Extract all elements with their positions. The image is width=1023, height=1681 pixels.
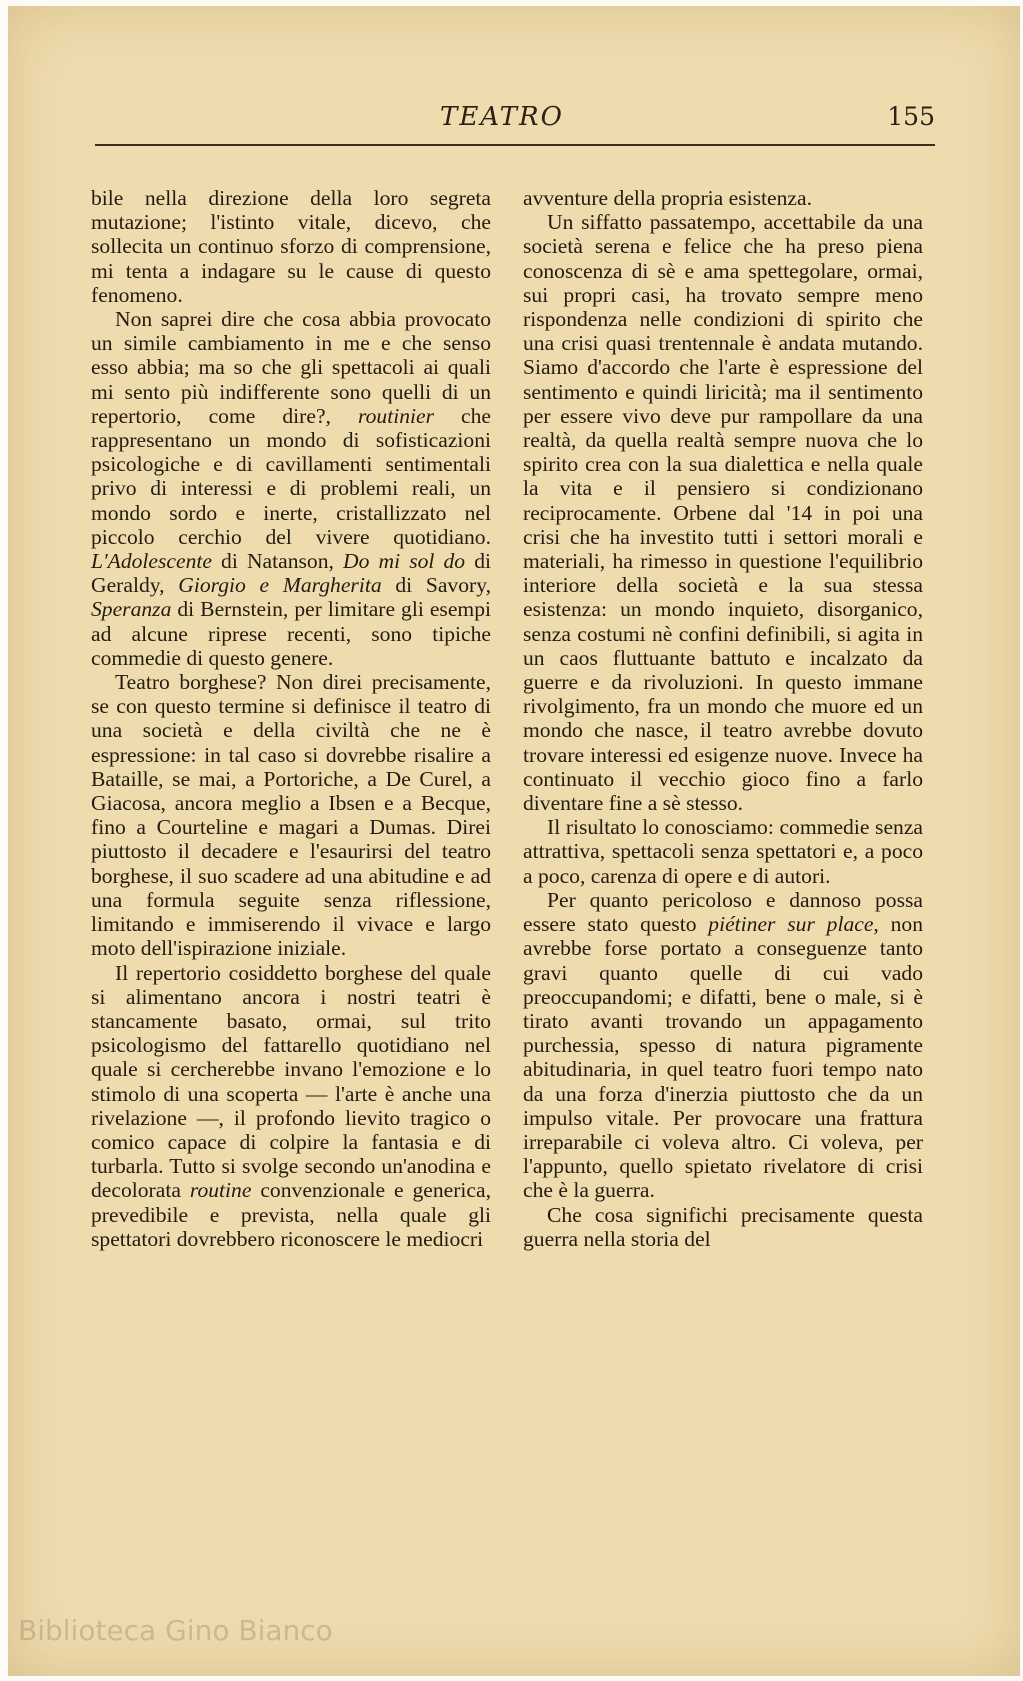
paragraph: Che cosa significhi precisamente questa guerra nella storia del <box>523 1202 923 1251</box>
paragraph: Non saprei dire che cosa abbia provocato un simile cambiamento in me e che senso esso abbia; ma so che gli spettacoli ai quali mi sento più indifferente sono quelli di un repertorio, come dire?, routinier che rappresentano un mondo di sofisticazioni psicologiche e di cavillamenti sentimentali privo di interessi e di problemi reali, un mondo sordo e inerte, cristallizzato nel piccolo cerchio del vivere quotidiano. L'Adolescente di Natanson, Do mi sol do di Geraldy, Giorgio e Margherita di Savory, Speranza di Bernstein, per limitare gli esempi ad alcune riprese recenti, sono tipiche commedie di questo genere. <box>91 307 492 670</box>
paragraph: avventure della propria esistenza. <box>523 186 812 210</box>
running-title: TEATRO <box>440 102 564 132</box>
header-rule <box>95 144 935 146</box>
library-watermark: Biblioteca Gino Bianco <box>18 1614 333 1647</box>
paragraph: Il repertorio cosiddetto borghese del quale si alimentano ancora i nostri teatri è stancamente basato, ormai, sul trito psicologismo del fattarello quotidiano nel quale si cercherebbe invano l'emozione e lo stimolo di una scoperta — l'arte è anche una rivelazione —, il profondo lievito tragico o comico capace di colpire la fantasia e di turbarla. Tutto si svolge secondo un'anodina e decolorata routine convenzionale e generica, prevedibile e prevista, nella quale gli spettatori dovrebbero riconoscere le mediocri <box>91 960 491 1251</box>
paragraph: bile nella direzione della loro segreta mutazione; l'istinto vitale, dicevo, che sollecita un continuo sforzo di comprensione, mi tenta a indagare su le cause di questo fenomeno. <box>91 186 491 307</box>
left-column <box>91 186 491 1251</box>
paragraph: Per quanto pericoloso e dannoso possa essere stato questo piétiner sur place, non avrebbe forse portato a conseguenze tanto gravi quanto quelle di cui vado preoccupandomi; e difatti, bene o male, si è tirato avanti trovando un appagamento purchessia, spesso di natura pigramente abitudinaria, in quel teatro fuori tempo nato da una forza d'inerzia piuttosto che da un impulso vitale. Per provocare una frattura irreparabile ci voleva altro. Ci voleva, per l'appunto, quello spietato rivelatore di crisi che è la guerra. <box>523 887 924 1203</box>
paragraph: Teatro borghese? Non direi precisamente, se con questo termine si definisce il teatro di una società e della civiltà che ne è espressione: in tal caso si dovrebbe risalire a Bataille, se mai, a Portoriche, a De Curel, a Giacosa, ancora meglio a Ibsen e a Becque, fino a Courteline e magari a Dumas. Direi piuttosto il decadere e l'esaurirsi del teatro borghese, il suo scadere ad una abitudine e ad una formula seguite senza riflessione, limitando e immiserendo il vivace e largo moto dell'ispirazione iniziale. <box>91 670 491 961</box>
paragraph: Un siffatto passatempo, accettabile da una società serena e felice che ha preso piena conoscenza di sè e ama spettegolare, ormai, sui propri casi, ha trovato sempre meno rispondenza nelle condizioni di spirito che una crisi quasi trentennale è andata mutando. Siamo d'accordo che l'arte è espressione del sentimento e quindi liricità; ma il sentimento per essere vivo deve pur rampollare da una realtà, da quella realtà sempre nuova che lo spirito crea con la sua dialettica e nella quale la vita e il pensiero si condizionano reciprocamente. Orbene dal '14 in poi una crisi che ha investito tutti i settori morali e materiali, ha rimesso in questione l'equilibrio interiore della società e la sua stessa esistenza: un mondo inquieto, disorganico, senza costumi nè confini definibili, si agita in un caos fluttuante battuto e incalzato da guerre e da rivoluzioni. In questo immane rivolgimento, fra un mondo che muore ed un mondo che nasce, il teatro avrebbe dovuto trovare interessi ed esigenze nuove. Invece ha continuato il vecchio gioco fino a farlo diventare fine a sè stesso. <box>523 210 923 816</box>
page-header <box>95 96 935 142</box>
paragraph: Il risultato lo conosciamo: commedie senza attrattiva, spettacoli senza spettatori e, a poco a poco, carenza di opere e di autori. <box>523 815 923 888</box>
right-column <box>523 186 923 1251</box>
page-number: 155 <box>887 102 935 131</box>
